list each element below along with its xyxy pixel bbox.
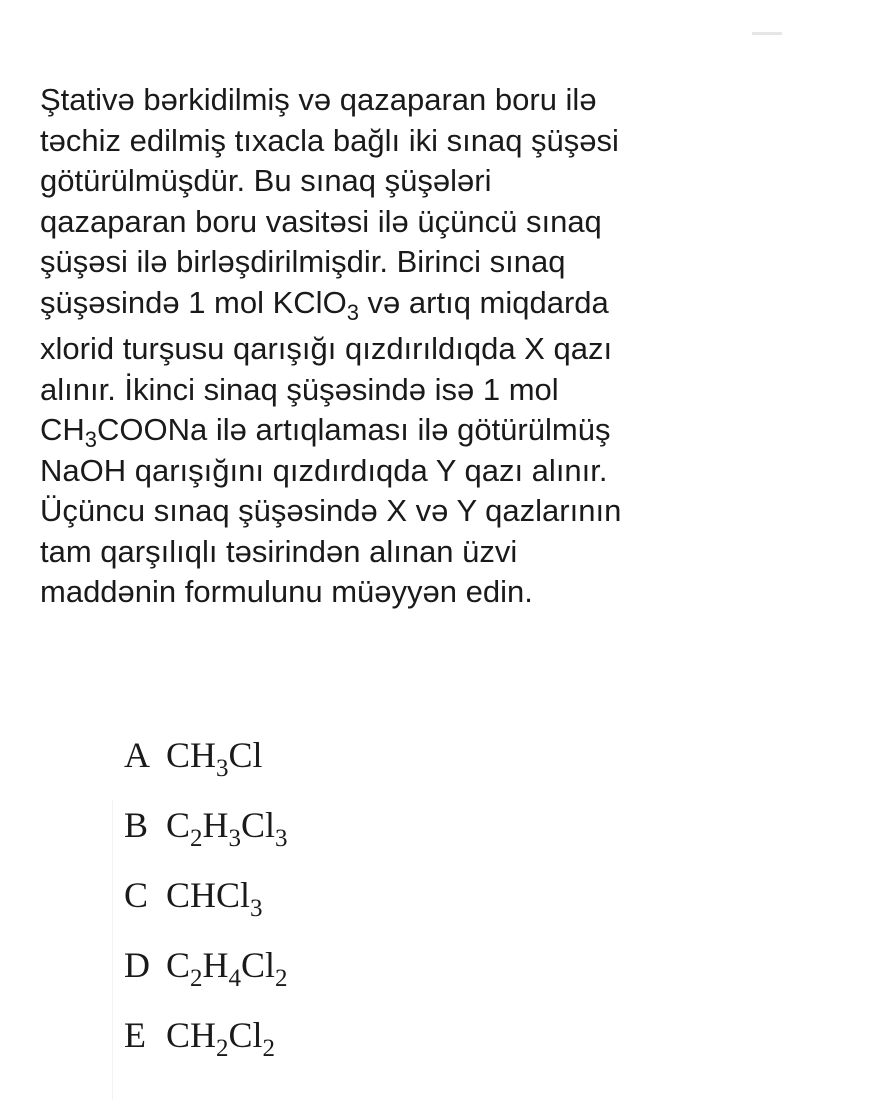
faint-margin-line [112, 800, 113, 1100]
question-line [40, 283, 840, 324]
option-formula: CHCl$_3$ [166, 875, 263, 922]
subscript: 3 [346, 299, 359, 325]
answer-options [124, 734, 288, 1084]
option-formula: $CH_3Cl$ [166, 735, 263, 782]
option-letter: A [124, 735, 150, 775]
question-line: şüşəsi ilə birləşdirilmişdir. Birinci sınaq [40, 244, 566, 279]
question-line: xlorid turşusu qarışığı qızdırıldıqda X qazı [40, 331, 613, 366]
question-line-part: COONa ilə artıqlaması ilə götürülmüş [97, 412, 611, 447]
question-line: təchiz edilmiş tıxacla bağlı iki sınaq şüşəsi [40, 122, 619, 158]
option-letter: D [124, 945, 150, 985]
question-line-part: CH [40, 412, 85, 447]
question-line: Üçüncu sınaq şüşəsində X və Y qazlarının [40, 493, 622, 528]
option-c[interactable] [124, 874, 288, 944]
question-line-part: və artıq miqdarda [358, 284, 609, 320]
option-formula: $C_2H_4Cl_2$ [166, 945, 288, 992]
question-text [40, 80, 840, 613]
question-line: maddənin formulunu müəyyən edin. [40, 574, 533, 609]
question-line: götürülmüşdür. Bu sınaq şüşələri [40, 163, 492, 198]
question-line: tam qarşılıqlı təsirindən alınan üzvi [40, 533, 518, 569]
option-e[interactable] [124, 1014, 288, 1084]
option-d[interactable] [124, 944, 288, 1014]
option-formula: $C_2H_3Cl_3$ [166, 805, 288, 852]
option-a[interactable] [124, 734, 288, 804]
top-divider-mark [752, 32, 782, 35]
option-letter: C [124, 875, 149, 915]
subscript: 3 [84, 427, 98, 452]
question-line: alınır. İkinci sinaq şüşəsində isə 1 mol [40, 371, 559, 407]
option-formula: $CH_2Cl_2$ [166, 1015, 276, 1062]
question-line: NaOH qarışığını qızdırdıqda Y qazı alınır. [40, 452, 608, 488]
option-letter: B [124, 805, 149, 845]
question-line: qazaparan boru vasitəsi ilə üçüncü sınaq [40, 203, 602, 239]
question-line: Ştativə bərkidilmiş və qazaparan boru ilə [40, 82, 597, 117]
option-b[interactable] [124, 804, 288, 874]
question-line [40, 410, 840, 451]
option-letter: E [124, 1015, 146, 1055]
question-line-part: şüşəsində 1 mol KClO [40, 284, 347, 320]
